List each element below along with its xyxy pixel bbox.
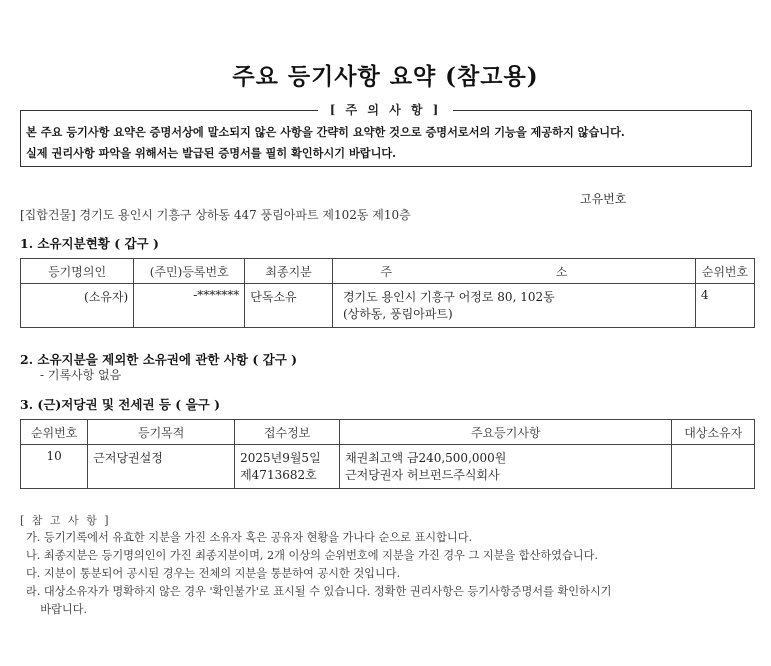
section1-title: 1. 소유지분현황 ( 갑구 ) (20, 236, 159, 251)
cell-detail (340, 445, 672, 489)
section2-note: - 기록사항 없음 (40, 368, 122, 382)
reference-item: 라. 대상소유자가 명확하지 않은 경우 '확인불가'로 표시될 수 있습니다. 정확한 권리사항은 등기사항증명서를 확인하시기 (26, 585, 612, 598)
address-line-1: 경기도 용인시 기흥구 어정로 80, 102동 (342, 290, 555, 304)
mortgage-table (20, 419, 755, 489)
section2-title: 2. 소유지분을 제외한 소유권에 관한 사항 ( 갑구 ) (20, 352, 298, 367)
notice-line-2: 실제 권리사항 파악을 위해서는 발급된 증명서를 필히 확인하시기 바랍니다. (26, 146, 397, 160)
cell-target-owner (672, 445, 755, 489)
reference-item: 나. 최종지분은 등기명의인이 가진 최종지분이며, 2개 이상의 순위번호에 지분을 가진 경우 그 지분을 합산하였습니다. (26, 549, 598, 562)
section3-title: 3. (근)저당권 및 전세권 등 ( 을구 ) (20, 397, 220, 412)
cell-receipt (235, 445, 340, 489)
detail-line-2: 근저당권자 허브펀드주식회사 (345, 468, 500, 482)
reference-item: 바랍니다. (26, 603, 88, 616)
header-receipt: 접수정보 (235, 420, 340, 445)
references-title: [ 참 고 사 항 ] (20, 514, 111, 527)
table-row (21, 284, 755, 328)
header-address: 주 소 (332, 259, 695, 284)
header-final-share: 최종지분 (245, 259, 333, 284)
cell-rank: 4 (695, 284, 754, 328)
table-row (21, 445, 755, 489)
header-purpose: 등기목적 (88, 420, 235, 445)
table-header-row (21, 259, 755, 284)
notice-text (26, 122, 756, 164)
receipt-date: 2025년9월5일 (240, 451, 321, 465)
header-rank: 순위번호 (695, 259, 754, 284)
header-target-owner: 대상소유자 (672, 420, 755, 445)
receipt-number: 제4713682호 (240, 468, 317, 482)
unique-number-label: 고유번호 (580, 192, 627, 206)
notice-line-1: 본 주요 등기사항 요약은 증명서상에 말소되지 않은 사항을 간략히 요약한 것으로 증명서로서의 기능을 제공하지 않습니다. (26, 125, 625, 139)
cell-purpose: 근저당권설정 (88, 445, 235, 489)
table-header-row (21, 420, 755, 445)
header-reg-number: (주민)등록번호 (134, 259, 245, 284)
header-owner: 등기명의인 (21, 259, 134, 284)
detail-line-1: 채권최고액 금240,500,000원 (345, 451, 507, 465)
cell-rank: 10 (21, 445, 88, 489)
references-list (26, 529, 746, 619)
reference-item: 가. 등기기록에서 유효한 지분을 가진 소유자 혹은 공유자 현황을 가나다 순으로 표시합니다. (26, 531, 473, 544)
reference-item: 다. 지분이 통분되어 공시된 경우는 전체의 지분을 통분하여 공시한 것입니다. (26, 567, 401, 580)
cell-owner: (소유자) (21, 284, 134, 328)
page-title: 주요 등기사항 요약 (참고용) (232, 63, 539, 90)
cell-address (332, 284, 695, 328)
cell-reg-number: -******* (134, 284, 245, 328)
header-detail: 주요등기사항 (340, 420, 672, 445)
ownership-table (20, 258, 755, 328)
notice-heading: [ 주 의 사 항 ] (0, 101, 771, 118)
address-line-2: (상하동, 풍림아파트) (342, 307, 453, 321)
header-rank: 순위번호 (21, 420, 88, 445)
cell-share: 단독소유 (245, 284, 333, 328)
property-address: [집합건물] 경기도 용인시 기흥구 상하동 447 풍림아파트 제102동 제10층 (20, 208, 411, 222)
